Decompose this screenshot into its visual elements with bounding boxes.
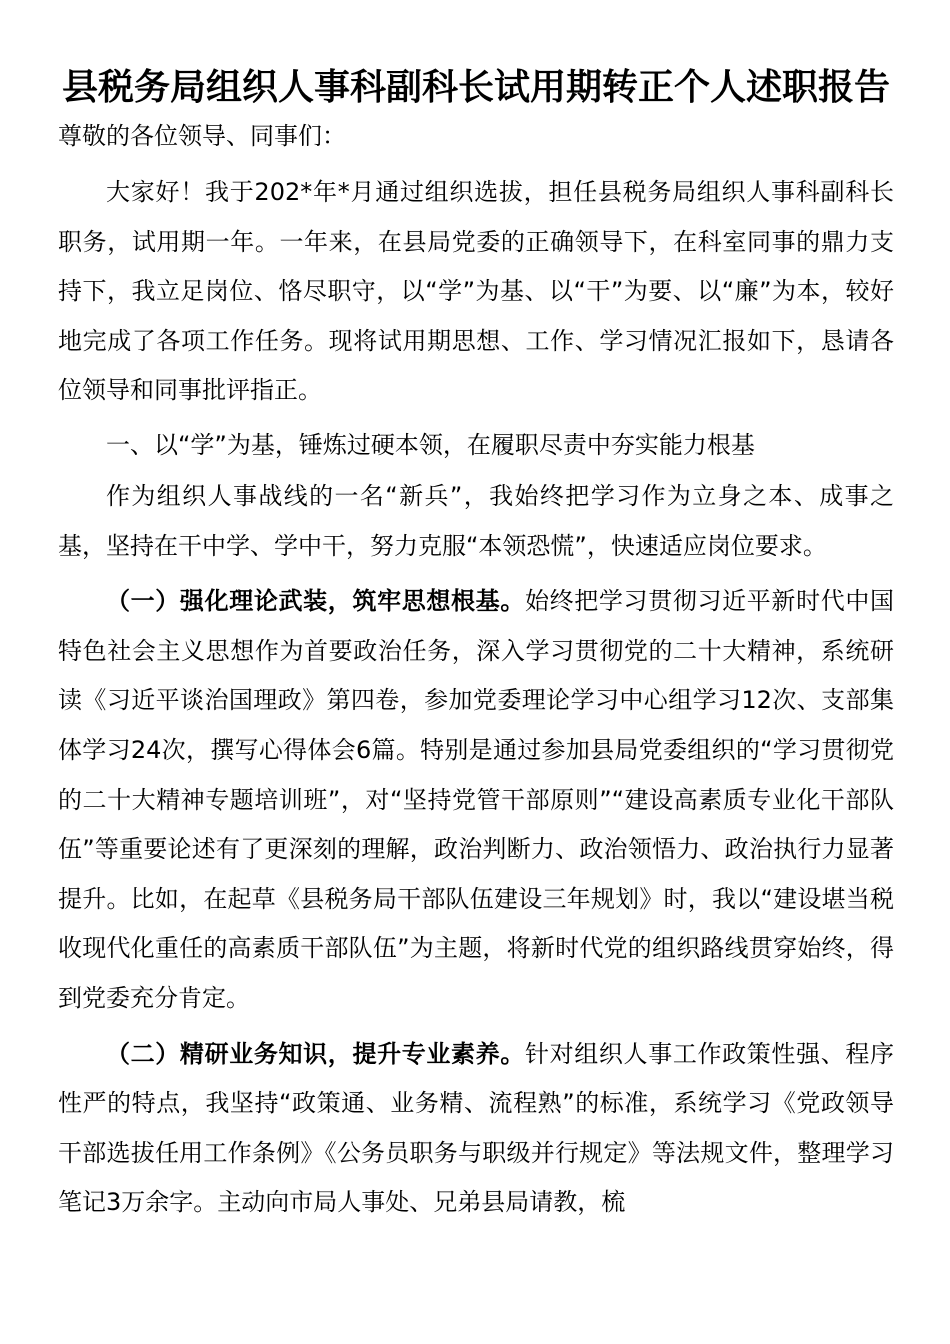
- section-1-heading: 一、以“学”为基，锤炼过硬本领，在履职尽责中夯实能力根基: [106, 430, 755, 459]
- item-2-text: 针对组织人事工作政策性强、程序性严的特点，我坚持“政策通、业务精、流程熟”的标准，系统学习《党政领导干部选拔任用工作条例》《公务员职务与职级并行规定》等法规文件，整理学习笔记3万余字。主动向市局人事处、兄弟县局请教，梳: [58, 1039, 894, 1217]
- item-1-text: 始终把学习贯彻习近平新时代中国特色社会主义思想作为首要政治任务，深入学习贯彻党的二十大精神，系统研读《习近平谈治国理政》第四卷，参加党委理论学习中心组学习12次、支部集体学习24次，撰写心得体会6篇。特别是通过参加县局党委组织的“学习贯彻党的二十大精神专题培训班”，对“坚持党管干部原则”“建设高素质专业化干部队伍”等重要论述有了更深刻的理解，政治判断力、政治领悟力、政治执行力显著提升。比如，在起草《县税务局干部队伍建设三年规划》时，我以“建设堪当税收现代化重任的高素质干部队伍”为主题，将新时代党的组织路线贯穿始终，得到党委充分肯定。: [58, 587, 894, 1012]
- document-title: 县税务局组织人事科副科长试用期转正个人述职报告: [61, 67, 890, 108]
- item-1-lead: （一）强化理论武装，筑牢思想根基。: [106, 587, 525, 616]
- salutation: 尊敬的各位领导、同事们：: [58, 122, 346, 150]
- section-1-intro: 作为组织人事战线的一名“新兵”，我始终把学习作为立身之本、成事之基，坚持在干中学、学中干，努力克服“本领恐慌”，快速适应岗位要求。: [58, 481, 894, 560]
- item-2-lead: （二）精研业务知识，提升专业素养。: [106, 1039, 525, 1068]
- section-1-item-2: [58, 1030, 894, 1228]
- section-1-item-1: [58, 577, 894, 1023]
- document-page: [58, 62, 894, 1228]
- intro-paragraph: 大家好！我于202*年*月通过组织选拔，担任县税务局组织人事科副科长职务，试用期一年。一年来，在县局党委的正确领导下，在科室同事的鼎力支持下，我立足岗位、恪尽职守，以“学”为基、以“干”为要、以“廉”为本，较好地完成了各项工作任务。现将试用期思想、工作、学习情况汇报如下，恳请各位领导和同事批评指正。: [58, 178, 894, 405]
